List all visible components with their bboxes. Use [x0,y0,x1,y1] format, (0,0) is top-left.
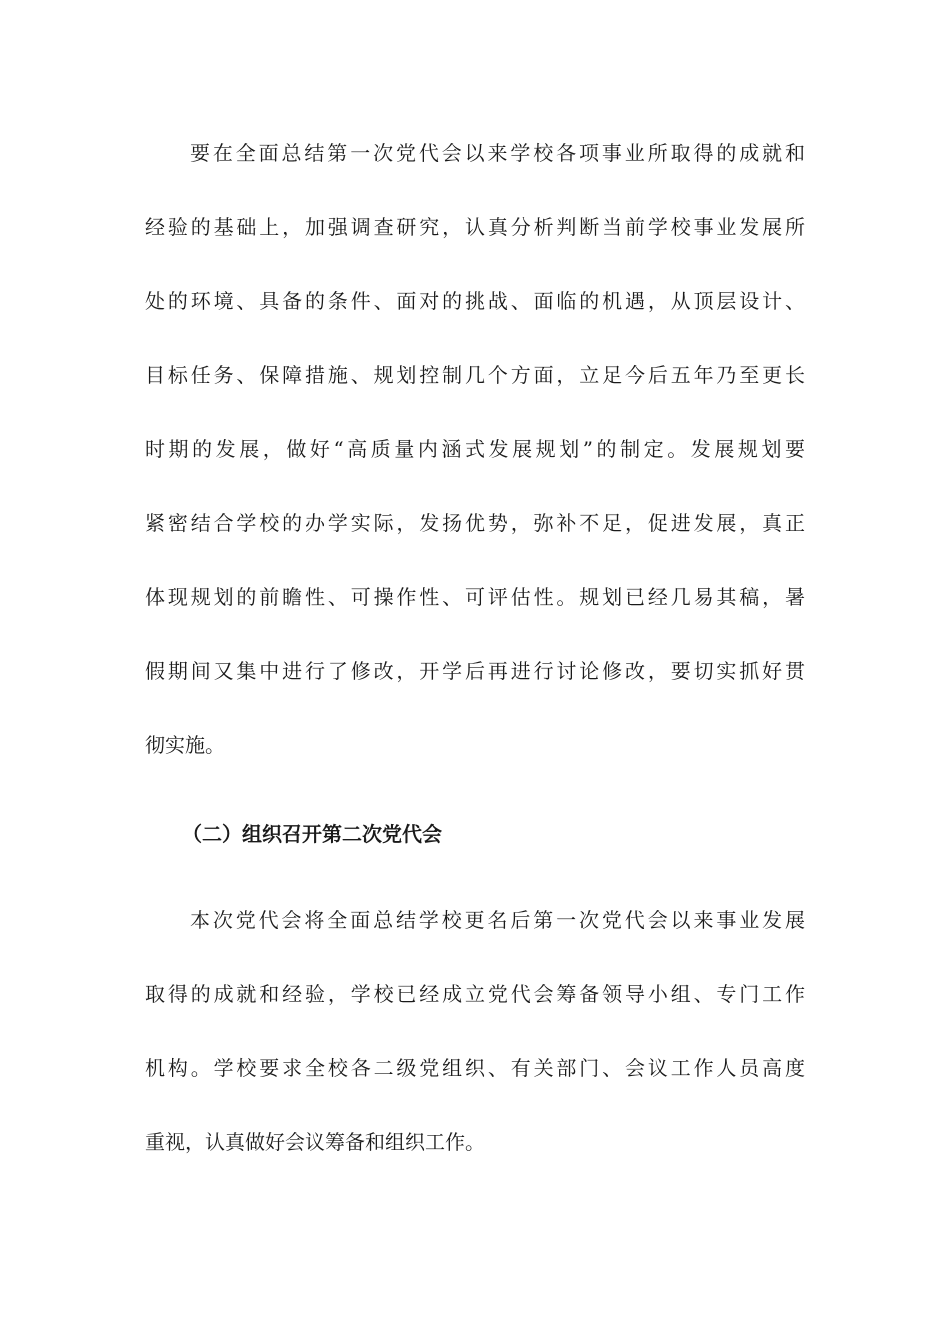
paragraph-1-line-8: 假期间又集中进行了修改，开学后再进行讨论修改，要切实抓好贯 [145,659,805,683]
paragraph-2-line-3: 机构。学校要求全校各二级党组织、有关部门、会议工作人员高度 [145,1056,805,1080]
paragraph-2-line-2: 取得的成就和经验，学校已经成立党代会筹备领导小组、专门工作 [145,982,805,1006]
paragraph-1-line-1: 要在全面总结第一次党代会以来学校各项事业所取得的成就和 [190,141,805,165]
paragraph-2-line-1: 本次党代会将全面总结学校更名后第一次党代会以来事业发展 [190,908,805,932]
paragraph-1-line-6: 紧密结合学校的办学实际，发扬优势，弥补不足，促进发展，真正 [145,511,805,535]
paragraph-1-line-2: 经验的基础上，加强调查研究，认真分析判断当前学校事业发展所 [145,215,805,239]
paragraph-2-line-4: 重视，认真做好会议筹备和组织工作。 [145,1130,485,1154]
paragraph-1-line-4: 目标任务、保障措施、规划控制几个方面，立足今后五年乃至更长 [145,363,805,387]
paragraph-1-line-3: 处的环境、具备的条件、面对的挑战、面临的机遇，从顶层设计、 [145,289,805,313]
paragraph-1-line-7: 体现规划的前瞻性、可操作性、可评估性。规划已经几易其稿，暑 [145,585,805,609]
paragraph-1-line-9: 彻实施。 [145,733,225,757]
paragraph-1-line-5: 时期的发展，做好“高质量内涵式发展规划”的制定。发展规划要 [145,437,805,461]
section-heading: （二）组织召开第二次党代会 [182,822,442,846]
